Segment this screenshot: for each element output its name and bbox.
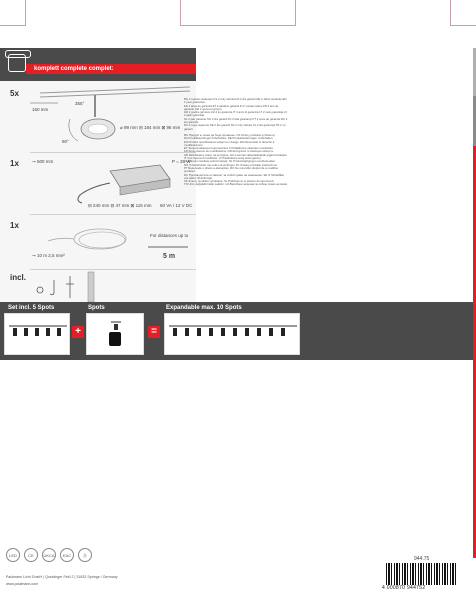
text-line: FR Sous réserve de modifications. GR Διατηρείται το δικαίωμα αλλαγών. [184, 149, 274, 154]
row-qty: incl. [10, 273, 27, 282]
barcode-number: 4 000870 944752 [382, 585, 426, 591]
spec-height: 160 mm [32, 107, 49, 112]
set-box [164, 313, 300, 355]
text-line: NL 2 jaar garantie NO 2 års garanti PL 2 lata gwarancji PT 2 anos de garantia RO 2 ani garanție [184, 116, 288, 125]
crop-mark [450, 0, 476, 26]
text-line: IT Con riserva di modifiche. LT Pasiliekame teisę keisti gaminį. [184, 156, 262, 161]
hook-icon [50, 280, 54, 295]
cable-end [48, 238, 74, 241]
single-spot-icon [87, 314, 145, 356]
spot-drawing [0, 81, 196, 153]
box-icon [8, 54, 26, 72]
spec-distance-value: 5 m [163, 253, 176, 260]
text-line: DA Produktændringer forbeholdes. DE Produktänderungen vorbehalten. [184, 136, 274, 141]
text-line: HR 2 godine jamstva HU 2 év garancia IT 2 anni di garanzia LT 2 metų garantija LV 2 gadu garantija [184, 110, 288, 118]
text-line: NO Vi forbeholder oss retten til endringer. PL Zmiany produktu zastrzeżone. [184, 162, 278, 167]
text-line: ES 2 años de garantía ET 2 aastane garantii FI 2 vuoden takuu FR 2 ans de garantie GR 2 χρόνια εγγύηση [184, 103, 279, 111]
set-label: Set incl. 5 Spots [8, 305, 55, 311]
tensioner-icon [66, 276, 74, 298]
text-line: SK Zmeny produktu vyhradené. SL Pridržujemo si pravico do sprememb. [184, 179, 275, 184]
spec-dimensions: ⌀ 99 mm ⊟ 184 mm ⊠ 96 mm [120, 125, 181, 130]
spec-cable: ⊸ 10 m 2,5 mm² [32, 253, 65, 258]
expandable-spots-icon [165, 314, 301, 356]
row-accessories [0, 270, 196, 302]
spec-power: P = 26 W [172, 159, 191, 164]
text-line: HR Zadržavamo pravo na promjene. HU A termék változtatásának jogát fenntartjuk. [184, 152, 288, 157]
plus-sign: + [72, 326, 84, 338]
text-line: PT Reservado o direito a alterações. RO Ne rezervăm dreptul de a modifica produsul. [184, 165, 278, 174]
text-line: BG Продуктът може да бъде променен. CS Změny produktu vyhrazeny. [184, 132, 276, 137]
row-qty: 1x [10, 159, 19, 168]
row-qty: 1x [10, 221, 19, 230]
multilingual-text [184, 98, 288, 187]
text-line: LV Paturam tiesības veikt izmaiņas. NL Productwijzigingen voorbehouden. [184, 159, 276, 164]
company-address: Paulmann Licht GmbH | Quezlinger Feld 2 | 31832 Springe / Germany [6, 575, 118, 579]
text-line: ET Tootemuudatused reserveeritud. FI Pidätämme oikeuden muutoksiin. [184, 146, 274, 151]
contents-panel [0, 48, 196, 302]
accessories-drawing [0, 270, 196, 302]
row-transformer [0, 153, 196, 215]
hook-icon [37, 287, 43, 293]
row-spots [0, 81, 196, 153]
text-line: BG 2 години гаранция CS 2 roky záruka DA 2 års garanti DE 2 Jahre Garantie EN 2 year guarantee [184, 97, 287, 105]
text-line: TR Ürün değişiklik hakkı saklıdır. UA Виробник залишає за собою право на зміни. [184, 182, 288, 187]
barcode [386, 563, 456, 585]
complete-banner: komplett complete complet: [26, 64, 196, 74]
spec-rotation: 355° [75, 101, 85, 106]
cable-coil [79, 232, 125, 248]
crop-mark [180, 0, 296, 26]
recycle-icon: Ⓡ [78, 548, 92, 562]
set-box [86, 313, 144, 355]
contents-header [0, 48, 196, 81]
angle-arc [69, 119, 78, 141]
packaging-panel [0, 48, 476, 558]
spot-lens [88, 124, 108, 134]
ce-mark-icon: CE [24, 548, 38, 562]
row-cable [0, 215, 196, 270]
cable-drawing [0, 215, 196, 270]
equals-sign: = [148, 326, 160, 338]
power-cord [78, 183, 110, 203]
mounting-post [88, 272, 94, 302]
article-number: 944.75 [414, 556, 430, 562]
spec-dimensions: ⊟ 240 mm ⊟ 47 mm ⊠ 115 mm [88, 203, 152, 208]
set-label: Spots [88, 305, 105, 311]
led-cert-icon: LED [6, 548, 20, 562]
spec-tilt: 90° [62, 139, 69, 144]
set-label: Expandable max. 10 Spots [166, 305, 242, 311]
text-line: EN Product specifications subject to change. ES Reservado el derecho a modificaciones. [184, 139, 275, 147]
spec-distance-label: For distances up to [150, 233, 189, 238]
crop-mark [0, 0, 26, 26]
website-link[interactable]: www.paulmann.com [6, 582, 39, 586]
row-qty: 5x [10, 89, 19, 98]
set-spots-icon [5, 314, 71, 356]
eac-mark-icon: EAC [60, 548, 74, 562]
text-line: RU Производитель оставляет за собой право на изменения. SE Vi förbehåller oss rätten till ändringar. [184, 172, 285, 180]
set-strip [0, 302, 476, 360]
set-box [4, 313, 70, 355]
text-line: RU 2 года гарантии SE 2 års garanti SK 2 roky záruka SL 2 leti garancija TR 2 yıl garanti [184, 123, 286, 131]
spec-voltage: 60 VA / 12 V DC [160, 203, 193, 208]
spec-cord-length: ⊸ 500 mm [32, 159, 54, 164]
ukca-mark-icon: UKCA [42, 548, 56, 562]
